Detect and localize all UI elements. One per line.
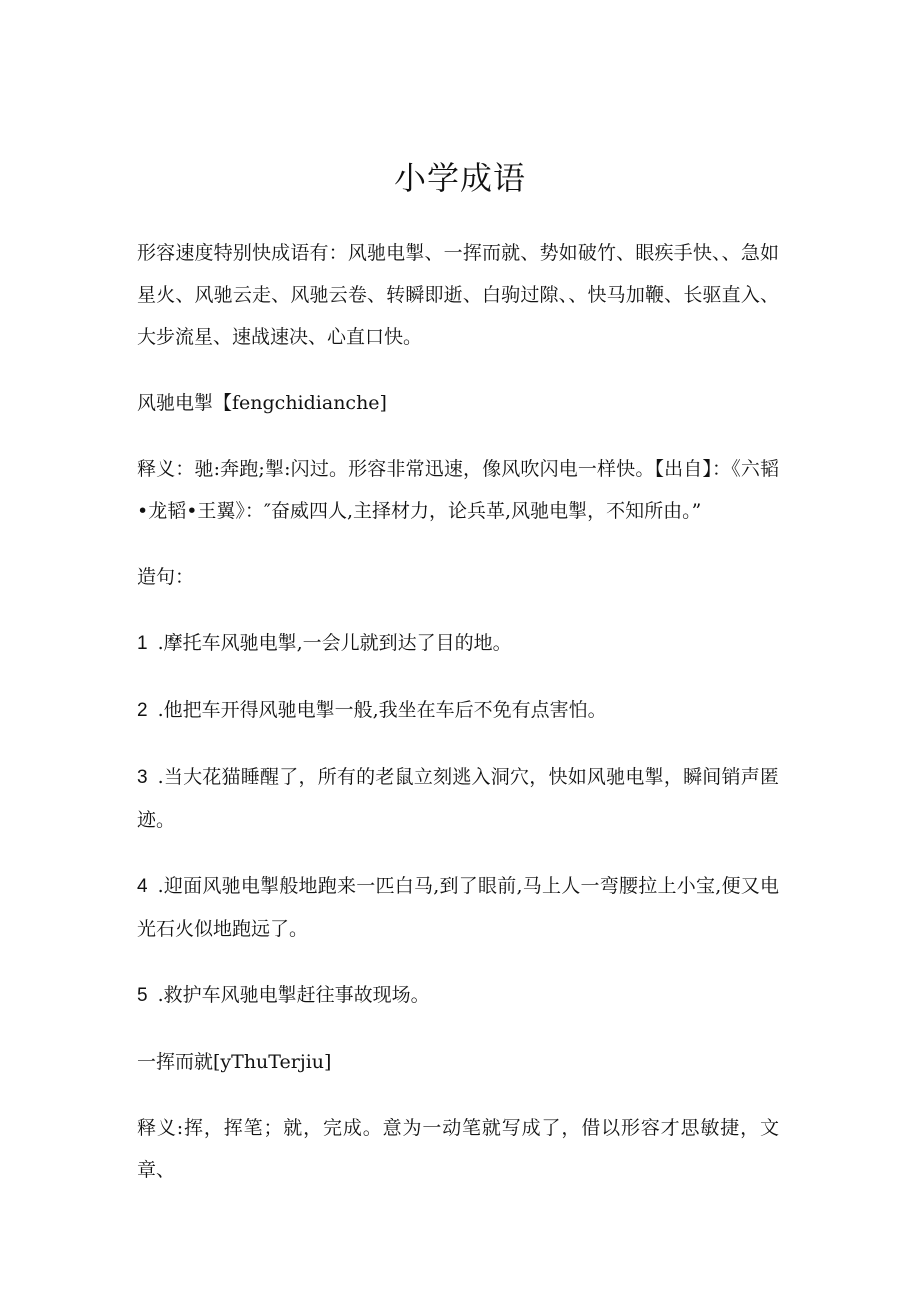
example-sentence bbox=[137, 622, 779, 665]
example-number: 1 bbox=[137, 633, 148, 654]
examples-label: 造句： bbox=[137, 566, 195, 588]
example-text: .迎面风驰电掣般地跑来一匹白马,到了眼前,马上人一弯腰拉上小宝,便又电光石火似地跑远了。 bbox=[137, 875, 779, 940]
example-text: .当大花猫睡醒了，所有的老鼠立刻逃入洞穴，快如风驰电掣，瞬间销声匿迹。 bbox=[137, 766, 779, 831]
example-number: 4 bbox=[137, 876, 148, 897]
idiom-definition: 释义:挥，挥笔；就，完成。意为一动笔就写成了，借以形容才思敏捷，文章、 bbox=[137, 1117, 779, 1181]
example-sentence bbox=[137, 974, 779, 1017]
example-text: .摩托车风驰电掣,一会儿就到达了目的地。 bbox=[157, 632, 512, 654]
example-text: .他把车开得风驰电掣一般,我坐在车后不免有点害怕。 bbox=[157, 699, 607, 721]
idiom-heading: 风驰电掣【fengchidianche] bbox=[137, 392, 387, 414]
example-text: .救护车风驰电掣赶往事故现场。 bbox=[157, 984, 430, 1006]
idiom-definition: 释义：驰:奔跑;掣:闪过。形容非常迅速，像风吹闪电一样快。【出自】：《六韬•龙韬•王翼》：″奋威四人,主择材力，论兵革,风驰电掣，不知所由。” bbox=[137, 458, 779, 522]
document-body bbox=[137, 232, 779, 1213]
example-number: 3 bbox=[137, 767, 148, 788]
example-number: 2 bbox=[137, 700, 148, 721]
example-number: 5 bbox=[137, 985, 148, 1006]
page-title: 小学成语 bbox=[393, 159, 526, 197]
example-sentence bbox=[137, 756, 779, 841]
example-sentence bbox=[137, 865, 779, 950]
idiom-heading: 一挥而就[yThuTerjiu] bbox=[137, 1051, 332, 1073]
intro-paragraph: 形容速度特别快成语有：风驰电掣、一挥而就、势如破竹、眼疾手快、、急如星火、风驰云走、风驰云卷、转瞬即逝、白驹过隙、、快马加鞭、长驱直入、大步流星、速战速决、心直口快。 bbox=[137, 242, 779, 348]
example-sentence bbox=[137, 689, 779, 732]
